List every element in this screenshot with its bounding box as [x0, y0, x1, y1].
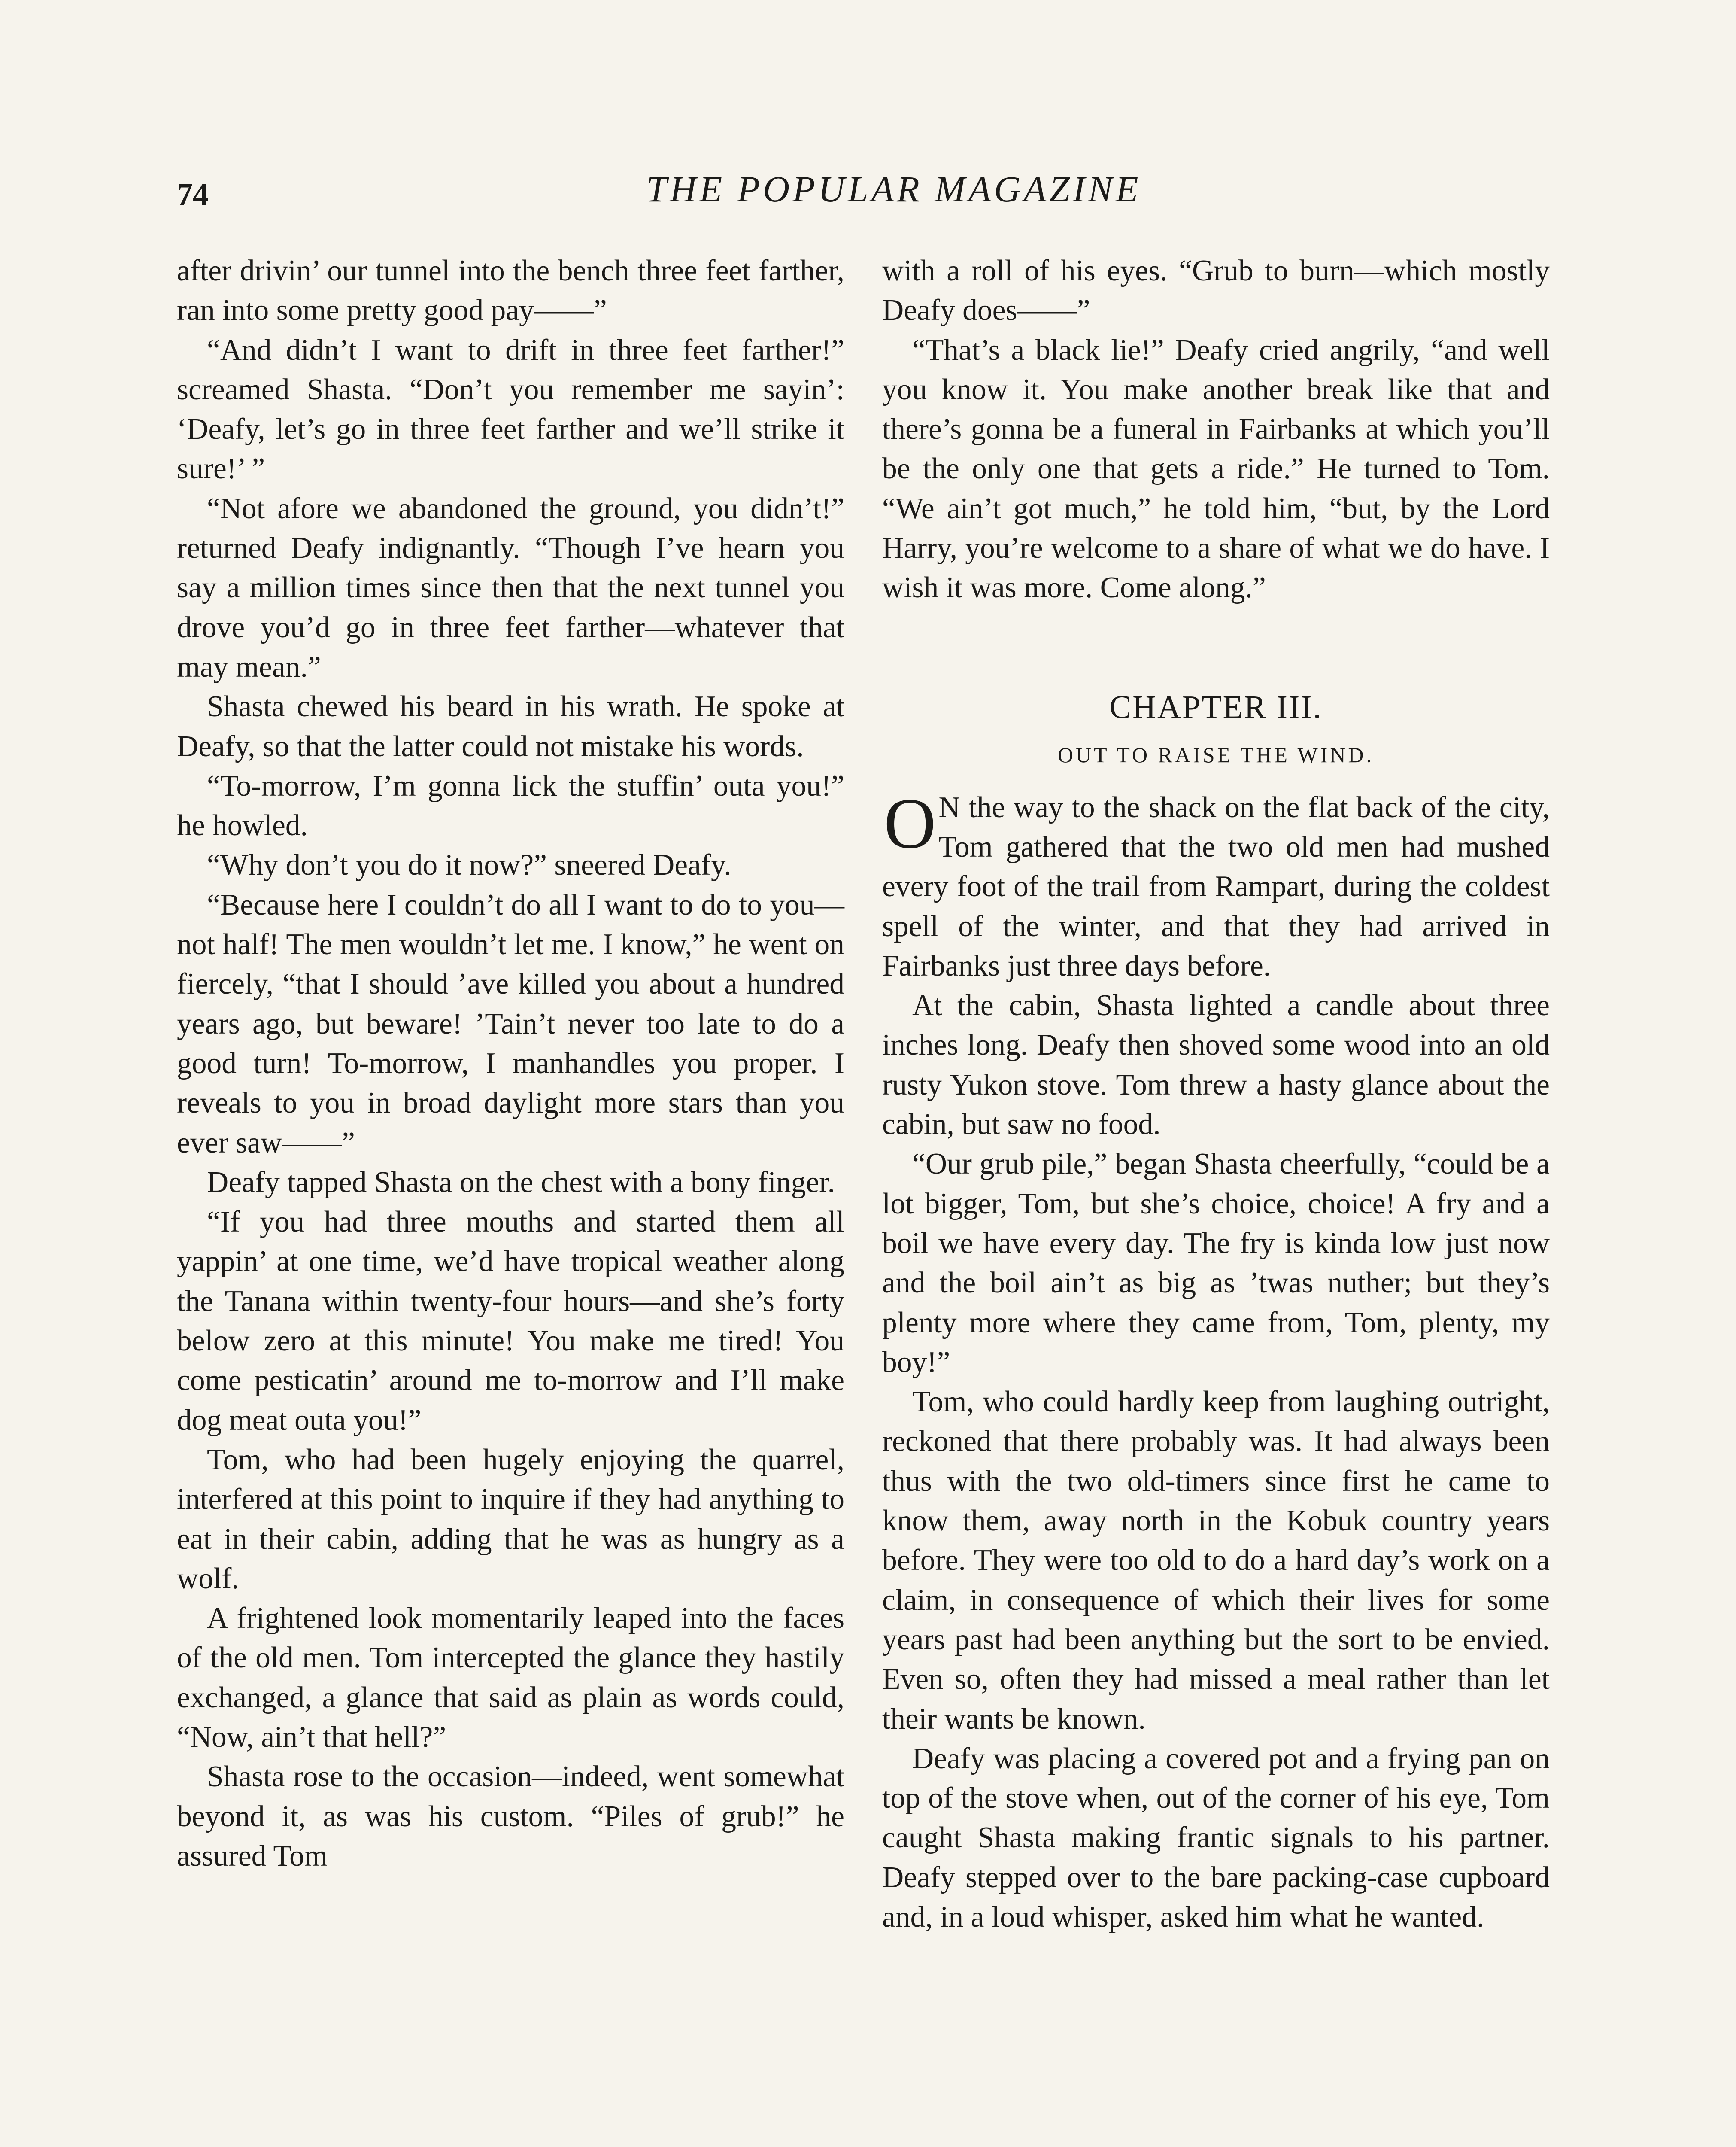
paragraph: Deafy tapped Shasta on the chest with a bony finger. — [207, 1165, 835, 1199]
chapter-subtitle: OUT TO RAISE THE WIND. — [1057, 742, 1375, 767]
paragraph: Deafy was placing a covered pot and a frying pan on top of the stove when, out of the corner of his eye, Tom caught Shasta making frantic signals to his partner. Deafy stepped over to the bare packing-case cupboard and, in a loud whisper, asked him what he wanted. — [882, 1742, 1550, 1934]
paragraph: with a roll of his eyes. “Grub to burn—which mostly Deafy does——” — [882, 254, 1550, 327]
chapter-heading: CHAPTER III. — [1109, 689, 1323, 725]
running-title: THE POPULAR MAGAZINE — [646, 168, 1141, 210]
right-column — [882, 251, 1550, 1937]
paragraph: A frightened look momentarily leaped into the faces of the old men. Tom intercepted the glance they hastily exchanged, a glance that said as plain as words could, “Now, ain’t that hell?” — [177, 1602, 844, 1754]
paragraph: At the cabin, Shasta lighted a candle about three inches long. Deafy then shoved some wood into an old rusty Yukon stove. Tom threw a hasty glance about the cabin, but saw no food. — [882, 989, 1550, 1141]
paragraph: Tom, who could hardly keep from laughing outright, reckoned that there probably was. It had always been thus with the two old-timers since first he came to know them, away north in the Kobuk country years before. They were too old to do a hard day’s work on a claim, in consequence of which their lives for some years past had been anything but the sort to be envied. Even so, often they had missed a meal rather than let their wants be known. — [882, 1385, 1550, 1736]
left-column — [177, 251, 844, 1876]
paragraph: “If you had three mouths and started them all yappin’ at one time, we’d have tropical weather along the Tanana within twenty-four hours—and she’s forty below zero at this minute! You make me tired! You come pesticatin’ around me to-morrow and I’ll make dog meat outa you!” — [177, 1205, 844, 1437]
page-header — [0, 165, 1736, 217]
paragraph: “To-morrow, I’m gonna lick the stuffin’ outa you!” he howled. — [177, 769, 844, 842]
paragraph: Shasta chewed his beard in his wrath. He spoke at Deafy, so that the latter could not mistake his words. — [177, 690, 844, 763]
chapter-opening-paragraph — [882, 783, 1550, 986]
paragraph: “That’s a black lie!” Deafy cried angrily, “and well you know it. You make another break like that and there’s gonna be a funeral in Fairbanks at which you’ll be the only one that gets a ride.” He turned to Tom. “We ain’t got much,” he told him, “but, by the Lord Harry, you’re welcome to a share of what we do have. I wish it was more. Come along.” — [882, 333, 1550, 605]
drop-cap: O — [884, 783, 936, 864]
paragraph: “Why don’t you do it now?” sneered Deafy. — [207, 848, 731, 882]
page-number: 74 — [177, 177, 209, 212]
paragraph: “Not afore we abandoned the ground, you didn’t!” returned Deafy indignantly. “Though I’ve hearn you say a million times since then that the next tunnel you drove you’d go in three feet farther—whatever that may mean.” — [177, 492, 844, 684]
paragraph-text: N the way to the shack on the flat back of the city, Tom gathered that the two old men had mushed every foot of the trail from Rampart, during the coldest spell of the winter, and that they had arrived in Fairbanks just three days before. — [882, 791, 1550, 982]
paragraph: “And didn’t I want to drift in three feet farther!” screamed Shasta. “Don’t you remember me sayin’: ‘Deafy, let’s go in three feet farther and we’ll strike it sure!’ ” — [177, 333, 844, 486]
paragraph: Shasta rose to the occasion—indeed, went somewhat beyond it, as was his custom. “Piles of grub!” he assured Tom — [177, 1760, 844, 1873]
paragraph: “Our grub pile,” began Shasta cheerfully, “could be a lot bigger, Tom, but she’s choice, choice! A fry and a boil we have every day. The fry is kinda low just now and the boil ain’t as big as ’twas nuther; but they’s plenty more where they came from, Tom, plenty, my boy!” — [882, 1147, 1550, 1379]
paragraph: “Because here I couldn’t do all I want to do to you—not half! The men wouldn’t let me. I know,” he went on fiercely, “that I should ’ave killed you about a hundred years ago, but beware! ’Tain’t never too late to do a good turn! To-morrow, I manhandles you proper. I reveals to you in broad daylight more stars than you ever saw——” — [177, 888, 844, 1159]
paragraph: after drivin’ our tunnel into the bench three feet farther, ran into some pretty good pay——” — [177, 254, 844, 327]
paragraph: Tom, who had been hugely enjoying the quarrel, interfered at this point to inquire if they had anything to eat in their cabin, adding that he was as hungry as a wolf. — [177, 1443, 844, 1595]
